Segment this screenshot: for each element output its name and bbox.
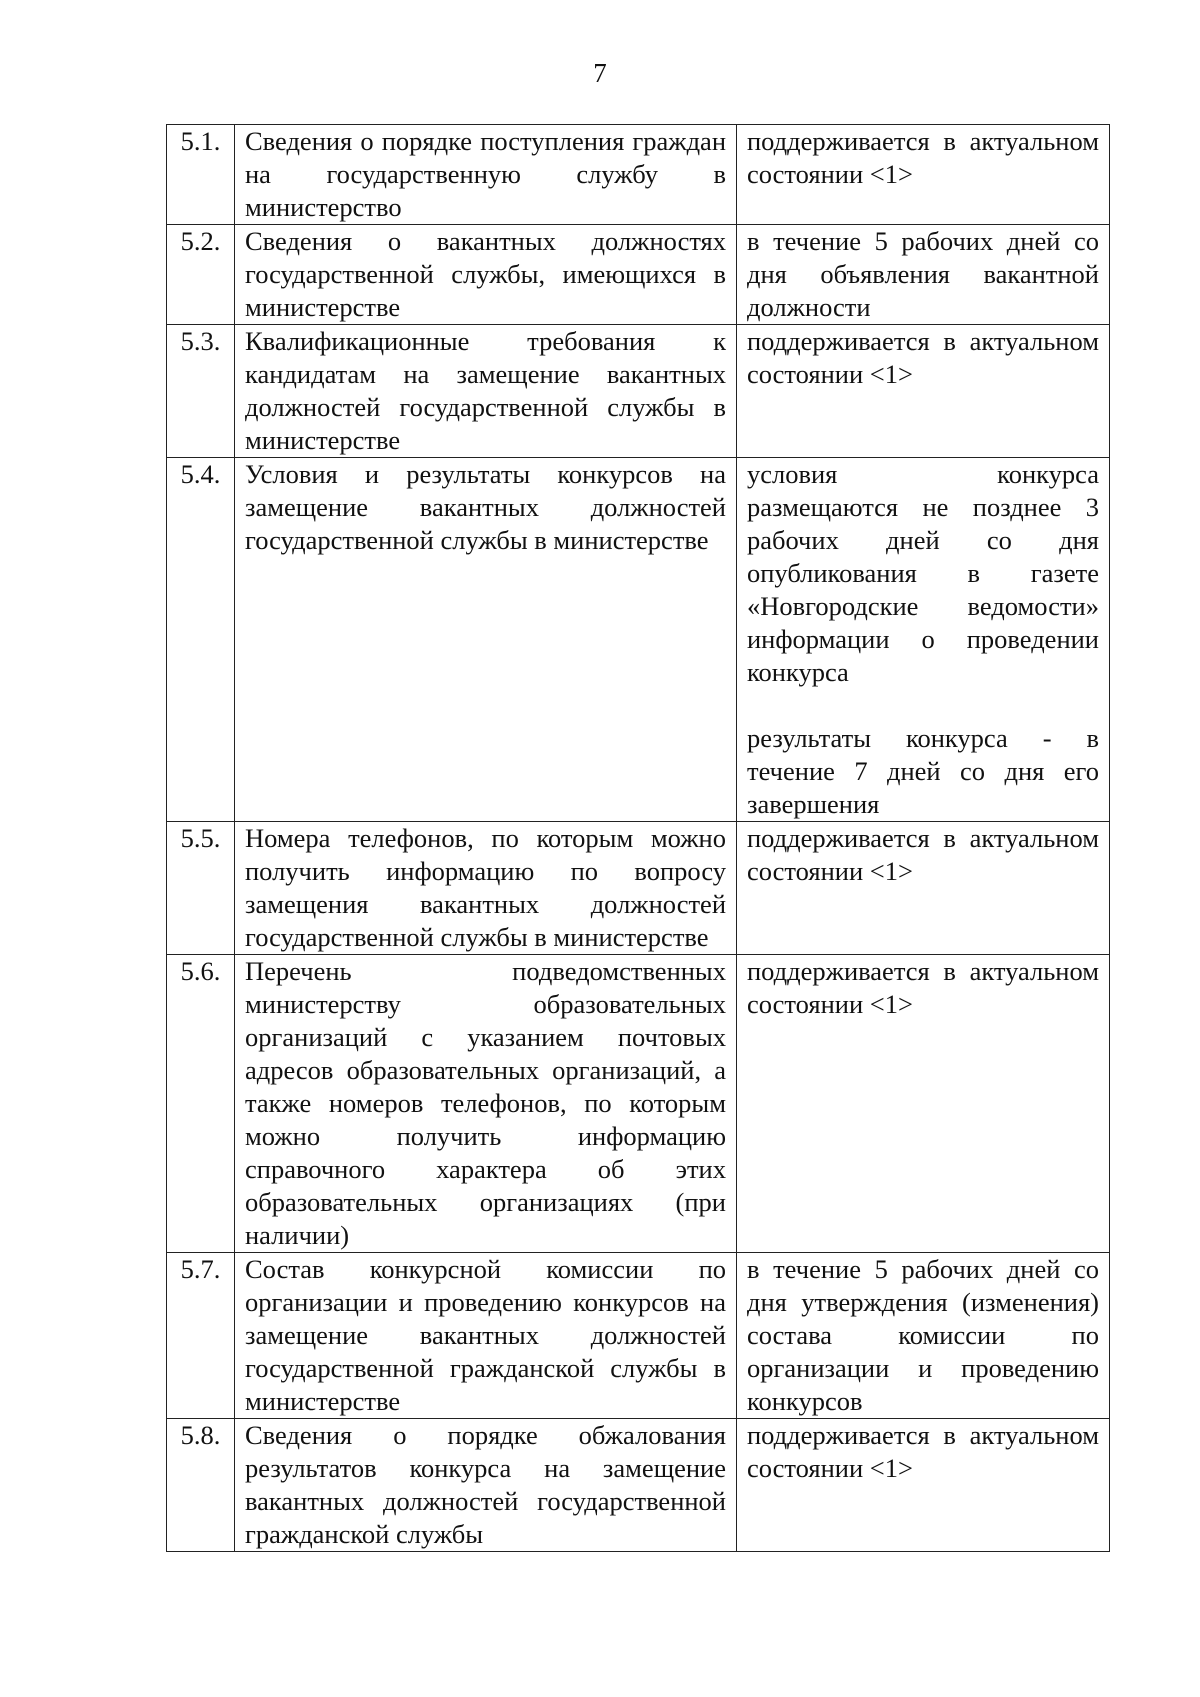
update-term [737, 325, 1110, 458]
information-item: Сведения о порядке обжалования результатов конкурса на замещение вакантных должностей государственной гражданской службы [235, 1419, 737, 1552]
information-item: Квалификационные требования к кандидатам на замещение вакантных должностей государственной службы в министерстве [235, 325, 737, 458]
update-term-paragraph: в течение 5 рабочих дней со дня объявления вакантной должности [747, 226, 1099, 322]
table-body [167, 125, 1110, 1552]
update-term [737, 458, 1110, 822]
update-term-paragraph: поддерживается в актуальном состоянии <1> [747, 823, 1099, 886]
update-term [737, 822, 1110, 955]
table-row [167, 125, 1110, 225]
update-term [737, 125, 1110, 225]
update-term [737, 1253, 1110, 1419]
update-term-paragraph: результаты конкурса - в течение 7 дней со дня его завершения [747, 723, 1099, 819]
row-number: 5.8. [167, 1419, 235, 1552]
page-number: 7 [593, 58, 607, 88]
table-row [167, 325, 1110, 458]
row-number: 5.4. [167, 458, 235, 822]
paragraph-gap [747, 689, 1099, 722]
update-term [737, 955, 1110, 1253]
update-term-paragraph: поддерживается в актуальном состоянии <1> [747, 126, 1099, 189]
information-item: Перечень подведомственных министерству образовательных организаций с указанием почтовых адресов образовательных организаций, а также номеров телефонов, по которым можно получить информацию справочного характера об этих образовательных организациях (при наличии) [235, 955, 737, 1253]
information-item: Номера телефонов, по которым можно получить информацию по вопросу замещения вакантных должностей государственной службы в министерстве [235, 822, 737, 955]
information-table [166, 124, 1110, 1552]
table-row [167, 822, 1110, 955]
update-term-paragraph: поддерживается в актуальном состоянии <1> [747, 956, 1099, 1019]
information-item: Состав конкурсной комиссии по организации и проведению конкурсов на замещение вакантных должностей государственной гражданской службы в министерстве [235, 1253, 737, 1419]
row-number: 5.7. [167, 1253, 235, 1419]
row-number: 5.5. [167, 822, 235, 955]
update-term [737, 1419, 1110, 1552]
row-number: 5.6. [167, 955, 235, 1253]
table-row [167, 955, 1110, 1253]
update-term-paragraph: в течение 5 рабочих дней со дня утверждения (изменения) состава комиссии по организации и проведению конкурсов [747, 1254, 1099, 1416]
row-number: 5.3. [167, 325, 235, 458]
table-row [167, 1253, 1110, 1419]
update-term-paragraph: поддерживается в актуальном состоянии <1> [747, 1420, 1099, 1483]
row-number: 5.2. [167, 225, 235, 325]
update-term [737, 225, 1110, 325]
table-row [167, 458, 1110, 822]
update-term-paragraph: поддерживается в актуальном состоянии <1> [747, 326, 1099, 389]
table-row [167, 225, 1110, 325]
row-number: 5.1. [167, 125, 235, 225]
information-item: Сведения о порядке поступления граждан на государственную службу в министерство [235, 125, 737, 225]
information-item: Условия и результаты конкурсов на замещение вакантных должностей государственной службы в министерстве [235, 458, 737, 822]
information-item: Сведения о вакантных должностях государственной службы, имеющихся в министерстве [235, 225, 737, 325]
update-term-paragraph: условия конкурса размещаются не позднее 3 рабочих дней со дня опубликования в газете «Новгородские ведомости» информации о проведении конкурса [747, 459, 1099, 687]
table-row [167, 1419, 1110, 1552]
